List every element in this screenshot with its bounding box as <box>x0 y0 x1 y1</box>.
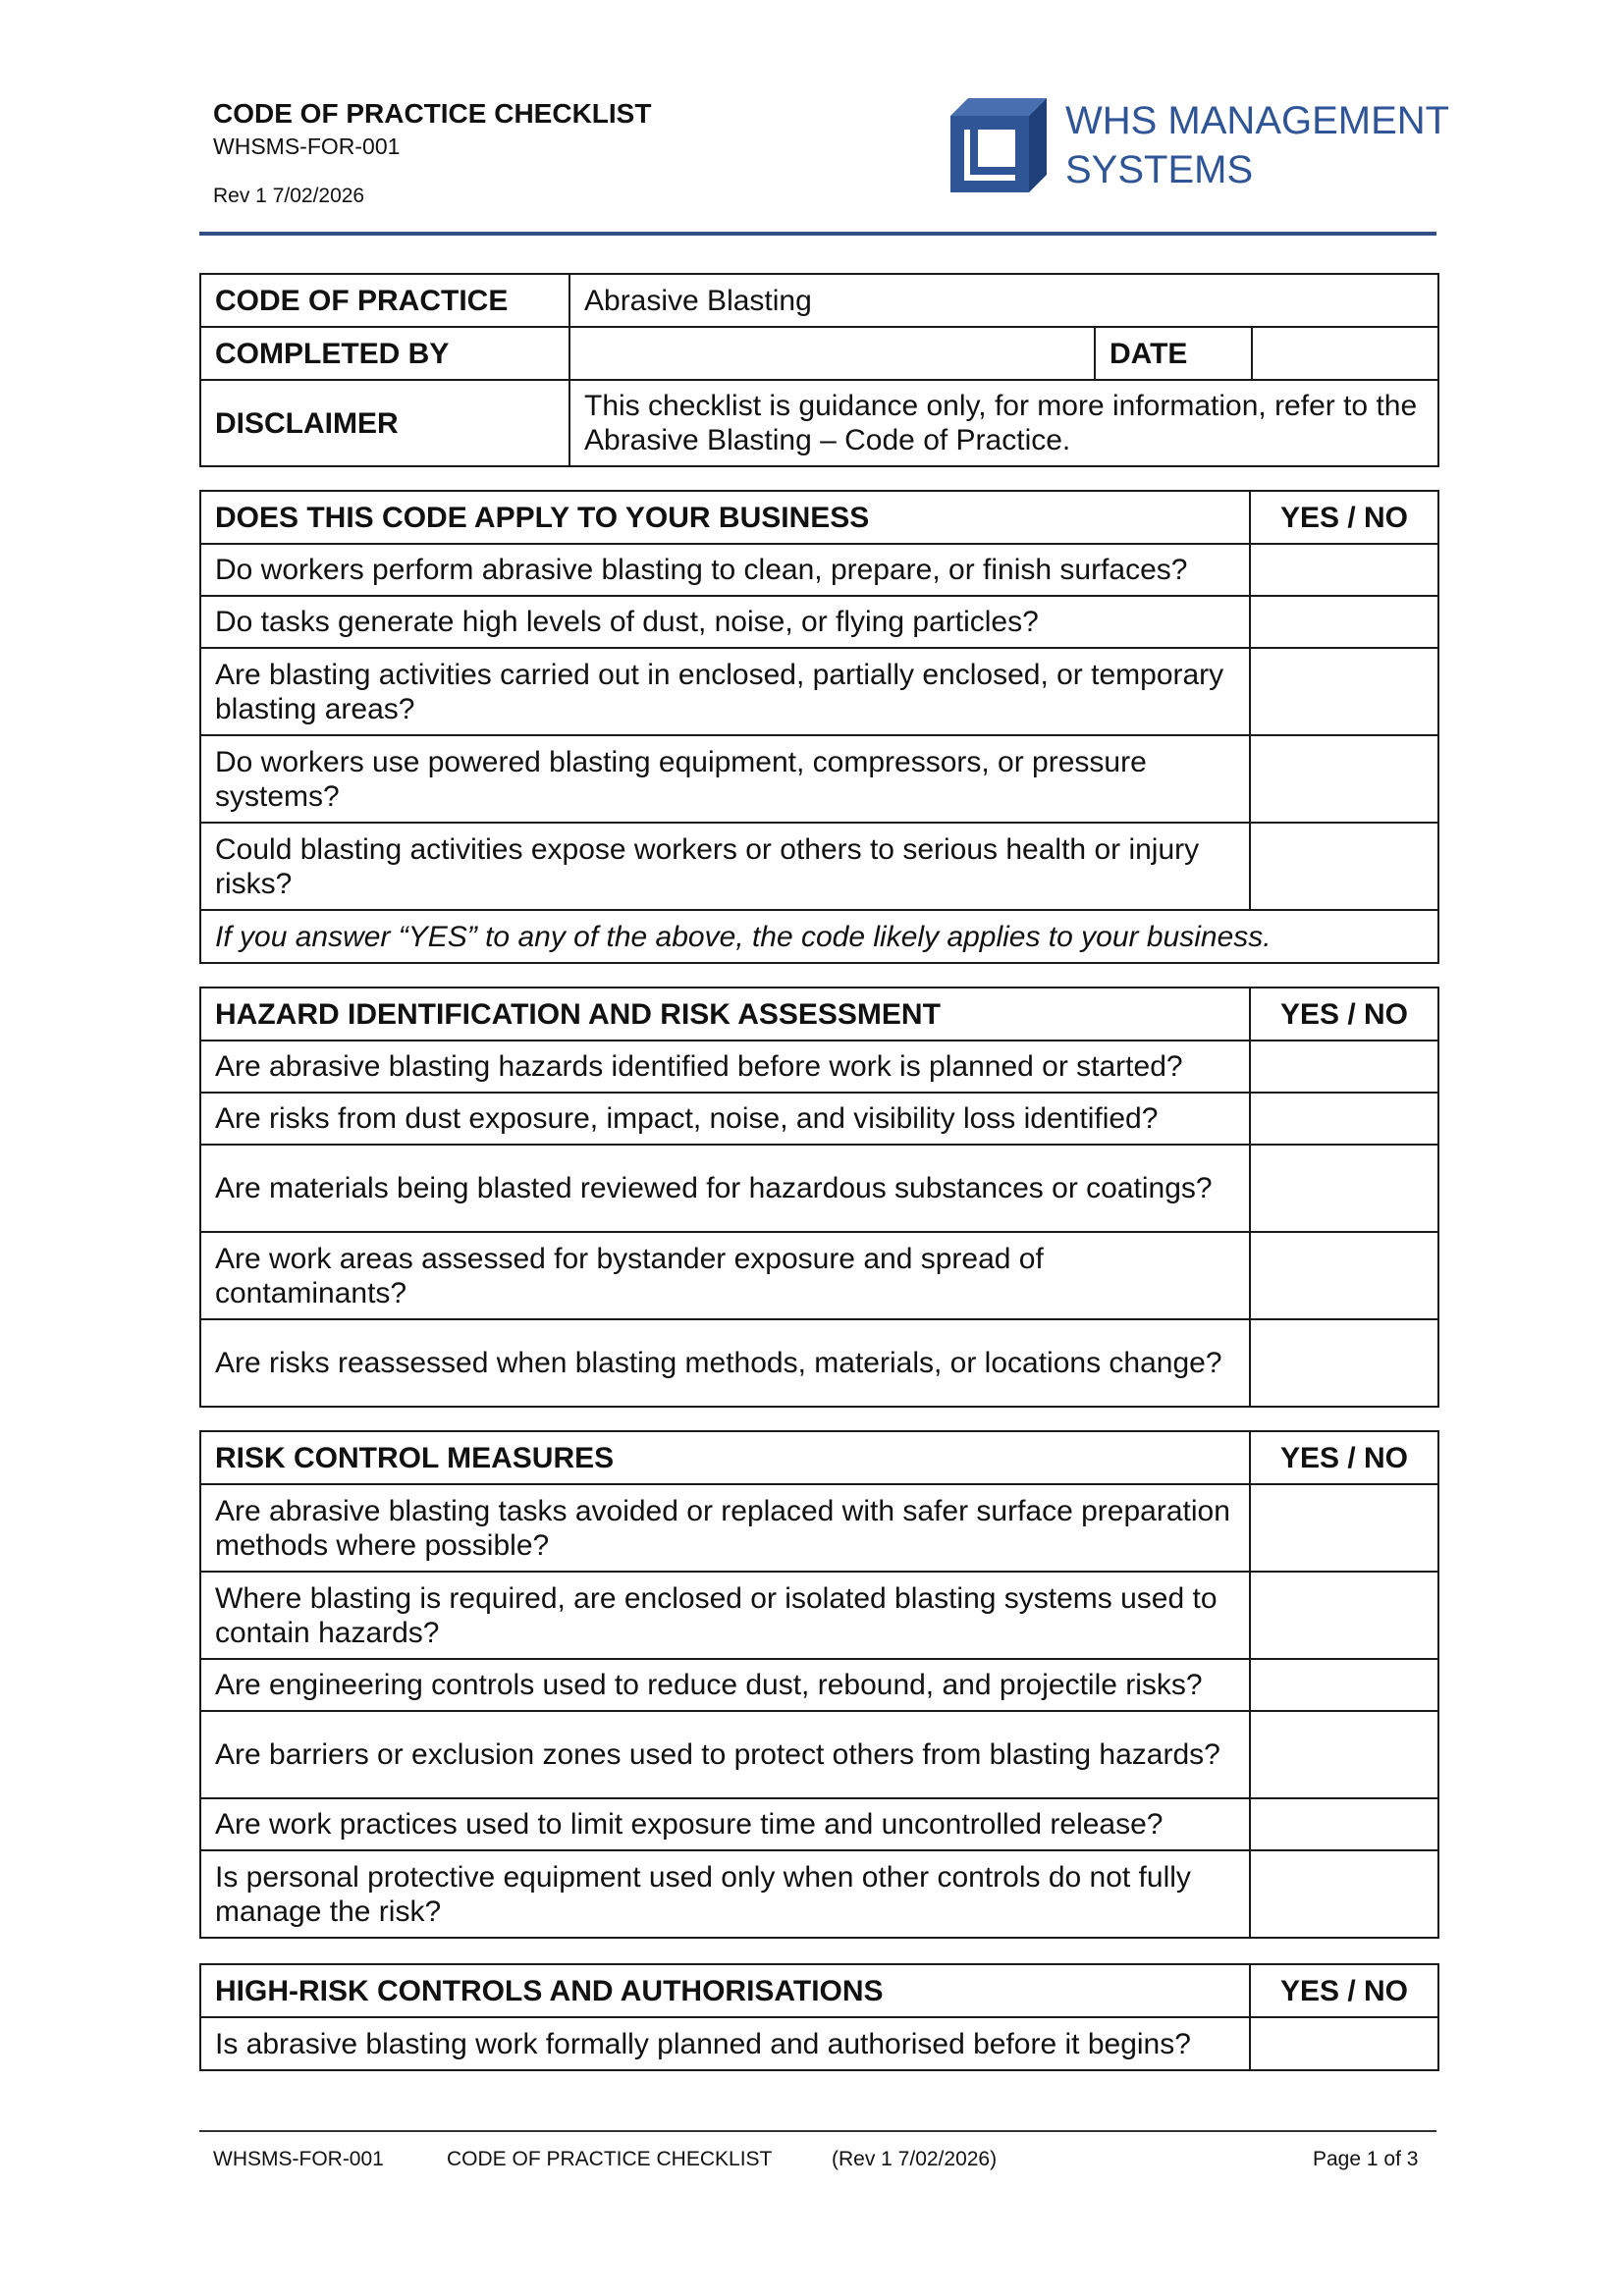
question-text: Are risks from dust exposure, impact, noise, and visibility loss identified? <box>200 1093 1250 1145</box>
question-text: Could blasting activities expose workers or others to serious health or injury risks? <box>200 823 1250 910</box>
question-text: Are materials being blasted reviewed for hazardous substances or coatings? <box>200 1145 1250 1232</box>
header-divider <box>199 232 1436 236</box>
footer-title: CODE OF PRACTICE CHECKLIST <box>447 2148 773 2170</box>
section-control-table <box>199 1430 1439 1939</box>
question-text: Are barriers or exclusion zones used to protect others from blasting hazards? <box>200 1711 1250 1798</box>
yes-no-header: YES / NO <box>1250 1431 1438 1484</box>
footer-revision: (Rev 1 7/02/2026) <box>832 2148 998 2170</box>
question-text: Is abrasive blasting work formally planned and authorised before it begins? <box>200 2017 1250 2070</box>
answer-cell[interactable] <box>1250 1041 1438 1093</box>
footer-page-number: Page 1 of 3 <box>1313 2148 1419 2170</box>
answer-cell[interactable] <box>1250 1484 1438 1572</box>
brand-name-line2: SYSTEMS <box>1065 148 1254 191</box>
yes-no-header: YES / NO <box>1250 491 1438 544</box>
answer-cell[interactable] <box>1250 1145 1438 1232</box>
document-revision: Rev 1 7/02/2026 <box>213 185 365 207</box>
answer-cell[interactable] <box>1250 1319 1438 1407</box>
answer-cell[interactable] <box>1250 544 1438 596</box>
disclaimer-label: DISCLAIMER <box>200 380 569 466</box>
footer-doc-code: WHSMS-FOR-001 <box>213 2148 384 2170</box>
question-text: Are abrasive blasting hazards identified before work is planned or started? <box>200 1041 1250 1093</box>
answer-cell[interactable] <box>1250 823 1438 910</box>
footer-divider <box>199 2130 1436 2132</box>
yes-no-header: YES / NO <box>1250 988 1438 1041</box>
answer-cell[interactable] <box>1250 1798 1438 1850</box>
question-text: Are work practices used to limit exposure time and uncontrolled release? <box>200 1798 1250 1850</box>
completed-by-field[interactable] <box>569 327 1095 380</box>
question-text: Is personal protective equipment used only when other controls do not fully manage the risk? <box>200 1850 1250 1938</box>
code-of-practice-value: Abrasive Blasting <box>569 274 1438 327</box>
cube-logo-icon <box>945 94 1053 196</box>
answer-cell[interactable] <box>1250 1232 1438 1319</box>
question-text: Are engineering controls used to reduce dust, rebound, and projectile risks? <box>200 1659 1250 1711</box>
answer-cell[interactable] <box>1250 648 1438 735</box>
question-text: Do workers perform abrasive blasting to clean, prepare, or finish surfaces? <box>200 544 1250 596</box>
question-text: Do tasks generate high levels of dust, noise, or flying particles? <box>200 596 1250 648</box>
question-text: Where blasting is required, are enclosed or isolated blasting systems used to contain hazards? <box>200 1572 1250 1659</box>
date-field[interactable] <box>1252 327 1438 380</box>
answer-cell[interactable] <box>1250 1093 1438 1145</box>
brand-name <box>1065 96 1449 194</box>
answer-cell[interactable] <box>1250 2017 1438 2070</box>
question-text: Are blasting activities carried out in enclosed, partially enclosed, or temporary blasting areas? <box>200 648 1250 735</box>
section-title: RISK CONTROL MEASURES <box>200 1431 1250 1484</box>
answer-cell[interactable] <box>1250 735 1438 823</box>
info-table <box>199 273 1439 467</box>
section-title: HAZARD IDENTIFICATION AND RISK ASSESSMENT <box>200 988 1250 1041</box>
section-title: DOES THIS CODE APPLY TO YOUR BUSINESS <box>200 491 1250 544</box>
answer-cell[interactable] <box>1250 596 1438 648</box>
question-text: Do workers use powered blasting equipment, compressors, or pressure systems? <box>200 735 1250 823</box>
answer-cell[interactable] <box>1250 1659 1438 1711</box>
completed-by-label: COMPLETED BY <box>200 327 569 380</box>
section-title: HIGH-RISK CONTROLS AND AUTHORISATIONS <box>200 1964 1250 2017</box>
question-text: Are risks reassessed when blasting methods, materials, or locations change? <box>200 1319 1250 1407</box>
document-title: CODE OF PRACTICE CHECKLIST <box>213 98 652 129</box>
yes-no-header: YES / NO <box>1250 1964 1438 2017</box>
answer-cell[interactable] <box>1250 1572 1438 1659</box>
date-label: DATE <box>1095 327 1252 380</box>
section-applies-table <box>199 490 1439 964</box>
document-code: WHSMS-FOR-001 <box>213 133 401 159</box>
section-highrisk-table <box>199 1963 1439 2071</box>
answer-cell[interactable] <box>1250 1711 1438 1798</box>
code-of-practice-label: CODE OF PRACTICE <box>200 274 569 327</box>
brand-name-line1: WHS MANAGEMENT <box>1065 99 1450 142</box>
question-text: Are abrasive blasting tasks avoided or replaced with safer surface preparation methods where possible? <box>200 1484 1250 1572</box>
applies-note: If you answer “YES” to any of the above, the code likely applies to your business. <box>200 910 1438 963</box>
disclaimer-text: This checklist is guidance only, for more information, refer to the Abrasive Blasting – Code of Practice. <box>569 380 1438 466</box>
answer-cell[interactable] <box>1250 1850 1438 1938</box>
question-text: Are work areas assessed for bystander exposure and spread of contaminants? <box>200 1232 1250 1319</box>
section-hazard-table <box>199 987 1439 1408</box>
